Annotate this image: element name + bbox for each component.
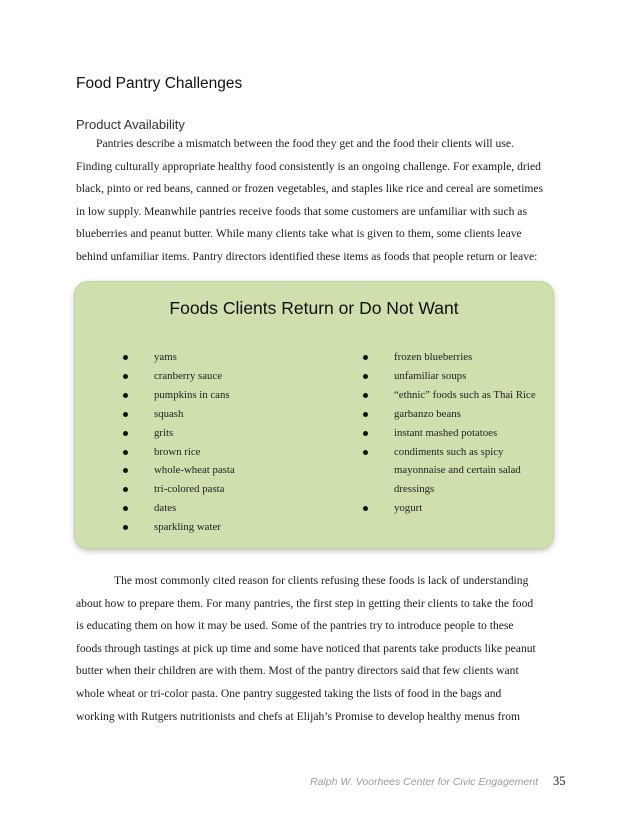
- list-item-label: “ethnic” foods such as Thai Rice: [394, 388, 536, 401]
- bullet-icon: [363, 374, 368, 379]
- list-item-label: condiments such as spicy mayonnaise and certain salad dressings: [394, 445, 521, 496]
- list-item: [363, 386, 554, 405]
- bullet-icon: [123, 431, 128, 436]
- bullet-icon: [123, 374, 128, 379]
- list-item: [363, 348, 554, 367]
- paragraph-line: The most commonly cited reason for clients refusing these foods is lack of understanding: [114, 574, 529, 587]
- list-item-label: yams: [154, 351, 177, 363]
- list-item: [363, 367, 554, 386]
- body-paragraph: [76, 570, 564, 728]
- list-item-label: garbanzo beans: [394, 407, 461, 420]
- bullet-icon: [123, 487, 128, 492]
- paragraph-line: is educating them on how it may be used. Some of the pantries try to introduce people to these: [76, 619, 514, 633]
- list-item-label: grits: [154, 426, 174, 439]
- paragraph-line: Finding culturally appropriate healthy food consistently is an ongoing challenge. For example, dried: [76, 159, 541, 173]
- list-item: [123, 386, 235, 405]
- list-item: [123, 405, 235, 424]
- list-item: [123, 480, 235, 499]
- list-item: [363, 443, 554, 500]
- paragraph-line: in low supply. Meanwhile pantries receive foods that some customers are unfamiliar with such as: [76, 204, 527, 218]
- list-item-label: cranberry sauce: [154, 369, 223, 382]
- page-footer: Ralph W. Voorhees Center for Civic Engagement: [310, 776, 538, 788]
- bullet-icon: [363, 355, 368, 360]
- paragraph-line: working with Rutgers nutritionists and chefs at Elijah’s Promise to develop healthy menus from: [76, 709, 521, 723]
- paragraph-line: blueberries and peanut butter. While many clients take what is given to them, some clients leave: [76, 227, 522, 241]
- list-item: [123, 424, 235, 443]
- list-item-label: brown rice: [154, 445, 201, 458]
- bullet-icon: [123, 506, 128, 511]
- section-title: Food Pantry Challenges: [76, 75, 243, 92]
- list-item: [123, 443, 235, 462]
- list-item: [123, 499, 235, 518]
- bullet-icon: [363, 393, 368, 398]
- list-item-label: whole-wheat pasta: [154, 464, 235, 477]
- list-item-label: dates: [154, 502, 177, 515]
- paragraph-line: behind unfamiliar items. Pantry directors identified these items as foods that people return or leave:: [76, 249, 538, 263]
- bullet-icon: [363, 450, 368, 455]
- right-food-list: [363, 348, 554, 518]
- paragraph-line: black, pinto or red beans, canned or frozen vegetables, and staples like rice and cereal are sometimes: [76, 182, 544, 196]
- paragraph-line: butter when their children are with them. Most of the pantry directors said that few clients want: [76, 664, 519, 678]
- paragraph-line: foods through tastings at pick up time and some have noticed that parents take products like peanut: [76, 641, 536, 655]
- callout-title: Foods Clients Return or Do Not Want: [169, 298, 459, 318]
- subsection-title: Product Availability: [76, 117, 185, 132]
- list-item-label: frozen blueberries: [394, 351, 473, 363]
- bullet-icon: [123, 525, 128, 530]
- foods-callout-box: [74, 281, 554, 549]
- list-item: [363, 499, 554, 518]
- list-item-label: tri-colored pasta: [154, 483, 225, 496]
- list-item-label: instant mashed potatoes: [394, 426, 498, 439]
- list-item-label: pumpkins in cans: [154, 388, 230, 401]
- list-item: [363, 424, 554, 443]
- bullet-icon: [123, 412, 128, 417]
- list-item-label: yogurt: [394, 502, 423, 515]
- bullet-icon: [123, 468, 128, 473]
- bullet-icon: [123, 450, 128, 455]
- bullet-icon: [123, 355, 128, 360]
- page-number: 35: [553, 774, 566, 788]
- paragraph-line: whole wheat or tri-color pasta. One pantry suggested taking the lists of food in the bags and: [76, 686, 502, 700]
- list-item-label: squash: [154, 407, 184, 420]
- list-item: [123, 518, 235, 537]
- bullet-icon: [363, 431, 368, 436]
- bullet-icon: [363, 412, 368, 417]
- bullet-icon: [363, 506, 368, 511]
- paragraph-line: Pantries describe a mismatch between the food they get and the food their clients will use.: [96, 137, 514, 150]
- list-item: [123, 461, 235, 480]
- left-food-list: [123, 348, 235, 537]
- list-item-label: unfamiliar soups: [394, 369, 467, 382]
- bullet-icon: [123, 393, 128, 398]
- list-item: [123, 367, 235, 386]
- intro-paragraph: [76, 133, 564, 269]
- list-item: [363, 405, 554, 424]
- list-item: [123, 348, 235, 367]
- list-item-label: sparkling water: [154, 521, 221, 534]
- paragraph-line: about how to prepare them. For many pantries, the first step in getting their clients to take the food: [76, 596, 534, 610]
